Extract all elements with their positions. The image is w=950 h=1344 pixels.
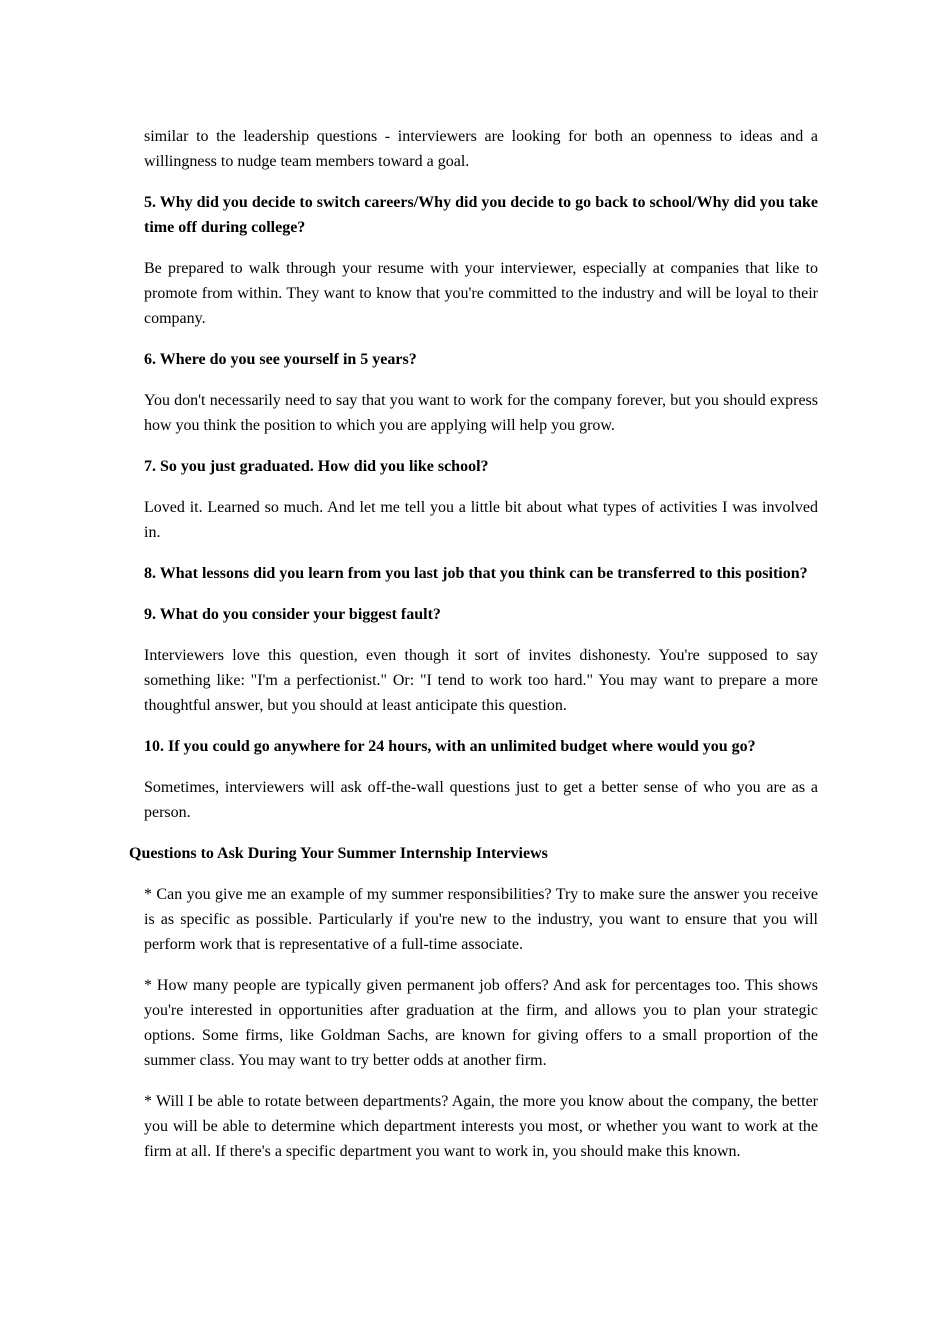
- question-10: 10. If you could go anywhere for 24 hours, with an unlimited budget where would you go?: [144, 738, 756, 755]
- question-9: 9. What do you consider your biggest fault?: [144, 606, 441, 623]
- answer-10: Sometimes, interviewers will ask off-the-wall questions just to get a better sense of who you are as a person.: [144, 779, 818, 821]
- question-5: 5. Why did you decide to switch careers/Why did you decide to go back to school/Why did you take time off during college?: [144, 194, 818, 236]
- bullet-summer-responsibilities: * Can you give me an example of my summer responsibilities? Try to make sure the answer you receive is as specific as possible. Particularly if you're new to the industry, you want to ensure that you will perform work that is representative of a full-time associate.: [144, 886, 818, 953]
- bullet-rotate-departments: * Will I be able to rotate between departments? Again, the more you know about the company, the better you will be able to determine which department interests you most, or whether you want to work at the firm at all. If there's a specific department you want to work in, you should make this known.: [144, 1093, 818, 1160]
- document-body: [129, 124, 818, 1180]
- question-7: 7. So you just graduated. How did you like school?: [144, 458, 489, 475]
- section-heading-questions-to-ask: Questions to Ask During Your Summer Internship Interviews: [129, 845, 548, 862]
- answer-7: Loved it. Learned so much. And let me tell you a little bit about what types of activities I was involved in.: [144, 499, 818, 541]
- paragraph-intro-continued: similar to the leadership questions - interviewers are looking for both an openness to ideas and a willingness to nudge team members toward a goal.: [144, 128, 818, 170]
- answer-5: Be prepared to walk through your resume with your interviewer, especially at companies that like to promote from within. They want to know that you're committed to the industry and will be loyal to their company.: [144, 260, 818, 327]
- bullet-permanent-offers: * How many people are typically given permanent job offers? And ask for percentages too. This shows you're interested in opportunities after graduation at the firm, and allows you to plan your strategic options. Some firms, like Goldman Sachs, are known for giving offers to a small proportion of the summer class. You may want to try better odds at another firm.: [144, 977, 818, 1069]
- answer-6: You don't necessarily need to say that you want to work for the company forever, but you should express how you think the position to which you are applying will help you grow.: [144, 392, 818, 434]
- question-8: 8. What lessons did you learn from you last job that you think can be transferred to this position?: [144, 565, 808, 582]
- answer-9: Interviewers love this question, even though it sort of invites dishonesty. You're supposed to say something like: "I'm a perfectionist." Or: "I tend to work too hard." You may want to prepare a more thoughtful answer, but you should at least anticipate this question.: [144, 647, 818, 714]
- question-6: 6. Where do you see yourself in 5 years?: [144, 351, 417, 368]
